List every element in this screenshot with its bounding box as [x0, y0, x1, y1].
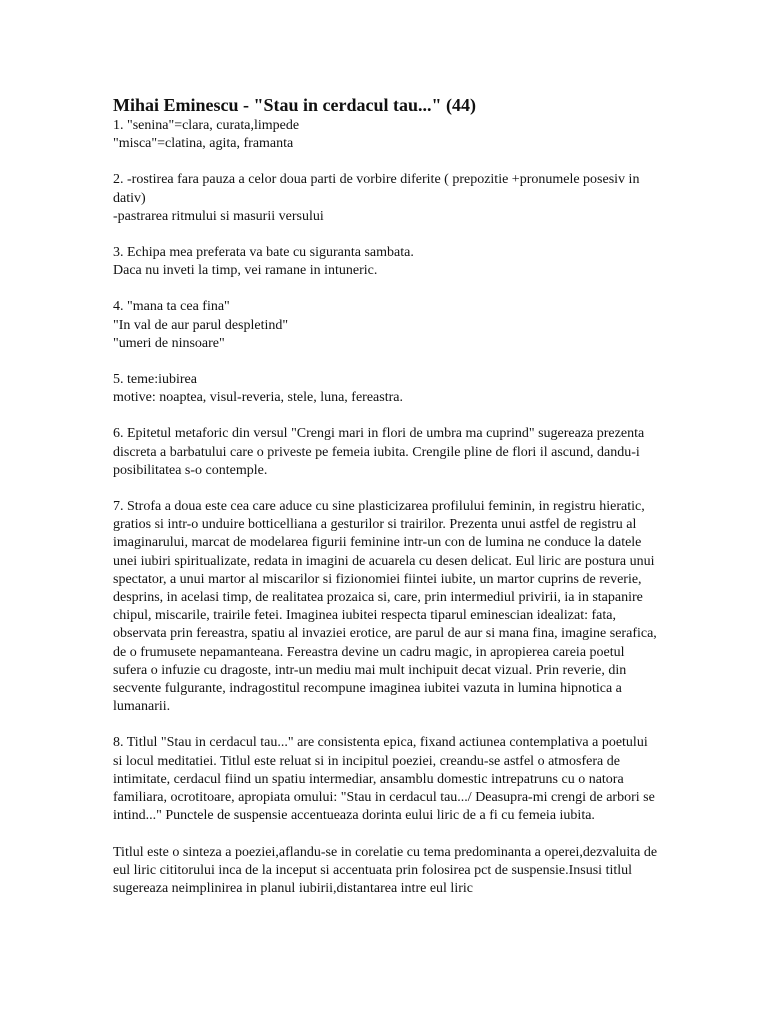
section-5-line-1: 5. teme:iubirea [113, 372, 197, 388]
section-2-line-1: 2. -rostirea fara pauza a celor doua parti de vorbire diferite ( prepozitie +pronumele posesiv in dativ) [113, 172, 640, 206]
section-7 [113, 498, 658, 716]
section-9 [113, 844, 658, 899]
section-2 [113, 171, 658, 226]
section-8 [113, 734, 658, 825]
section-3-line-1: 3. Echipa mea preferata va bate cu siguranta sambata. [113, 245, 414, 261]
section-3-line-2: Daca nu inveti la timp, vei ramane in intuneric. [113, 263, 378, 279]
section-4-line-2: "In val de aur parul despletind" [113, 317, 289, 333]
section-9-text: Titlul este o sinteza a poeziei,aflandu-se in corelatie cu tema predominanta a operei,dezvaluita de eul liric cititorului inca de la inceput si accentuata prin folosirea pct de suspensie.Insusi titlul sugereaza neimplinirea in planul iubirii,distantarea intre eul liric [113, 844, 658, 896]
section-8-text: 8. Titlul "Stau in cerdacul tau..." are consistenta epica, fixand actiunea contemplativa a poetului si locul meditatiei. Titlul este reluat si in incipitul poeziei, creandu-se astfel o atmosfera de intimitate, cerdacul fiind un spatiu intermediar, ansamblu domestic intrepatruns cu o natora familiara, ocrotitoare, apropiata omului: "Stau in cerdacul tau.../ Deasupra-mi crengi de arbori se intind..." Punctele de suspensie accentueaza dorinta eului liric de a fi cu femeia iubita. [113, 735, 655, 824]
section-1-line-1: 1. "senina"=clara, curata,limpede [113, 118, 300, 133]
section-4 [113, 298, 658, 353]
section-6 [113, 425, 658, 480]
section-3 [113, 244, 658, 280]
section-7-text: 7. Strofa a doua este cea care aduce cu sine plasticizarea profilului feminin, in registru hieratic, gratios si intr-o unduire botticelliana a gesturilor si trairilor. Prezenta unui astfel de registru al imaginarului, marcat de modelarea figurii feminine intr-un con de lumina ne conduce la datele unei iubiri spiritualizate, redata in imagini de acuarela cu desen delicat. Eul liric are postura unui spectator, a unui martor al miscarilor si fizionomiei fiintei iubite, un martor cuprins de reverie, desprins, in acelasi timp, de realitatea prozaica si, care, prin intermediul privirii, ia in stapanire chipul, miscarile, trairile fetei. Imaginea iubitei respecta tiparul eminescian idealizat: fata, observata prin fereastra, spatiu al invaziei erotice, are parul de aur si mana fina, imagine serafica, de o frumusete nepamanteana. Fereastra devine un cadru magic, in apropierea careia poetul sufera o infuzie cu dragoste, intr-un mediu mai mult inchipuit decat vizual. Prin reverie, din secvente fulgurante, indragostitul recompune imaginea iubitei vazuta in lumina hipnotica a lumanarii. [113, 499, 657, 715]
section-6-text: 6. Epitetul metaforic din versul "Crengi mari in flori de umbra ma cuprind" sugereaza prezenta discreta a barbatului care o priveste pe femeia iubita. Crengile pline de flori il ascund, dandu-i posibilitatea s-o contemple. [113, 426, 645, 478]
section-1-line-2: "misca"=clatina, agita, framanta [113, 136, 294, 152]
section-1 [113, 117, 658, 153]
document-page [113, 94, 658, 916]
section-5 [113, 371, 658, 407]
section-4-line-3: "umeri de ninsoare" [113, 335, 225, 351]
document-title: Mihai Eminescu - "Stau in cerdacul tau..." (44) [113, 95, 476, 115]
section-2-line-2: -pastrarea ritmului si masurii versului [113, 208, 324, 224]
section-5-line-2: motive: noaptea, visul-reveria, stele, luna, fereastra. [113, 390, 403, 406]
section-4-line-1: 4. "mana ta cea fina" [113, 299, 230, 315]
